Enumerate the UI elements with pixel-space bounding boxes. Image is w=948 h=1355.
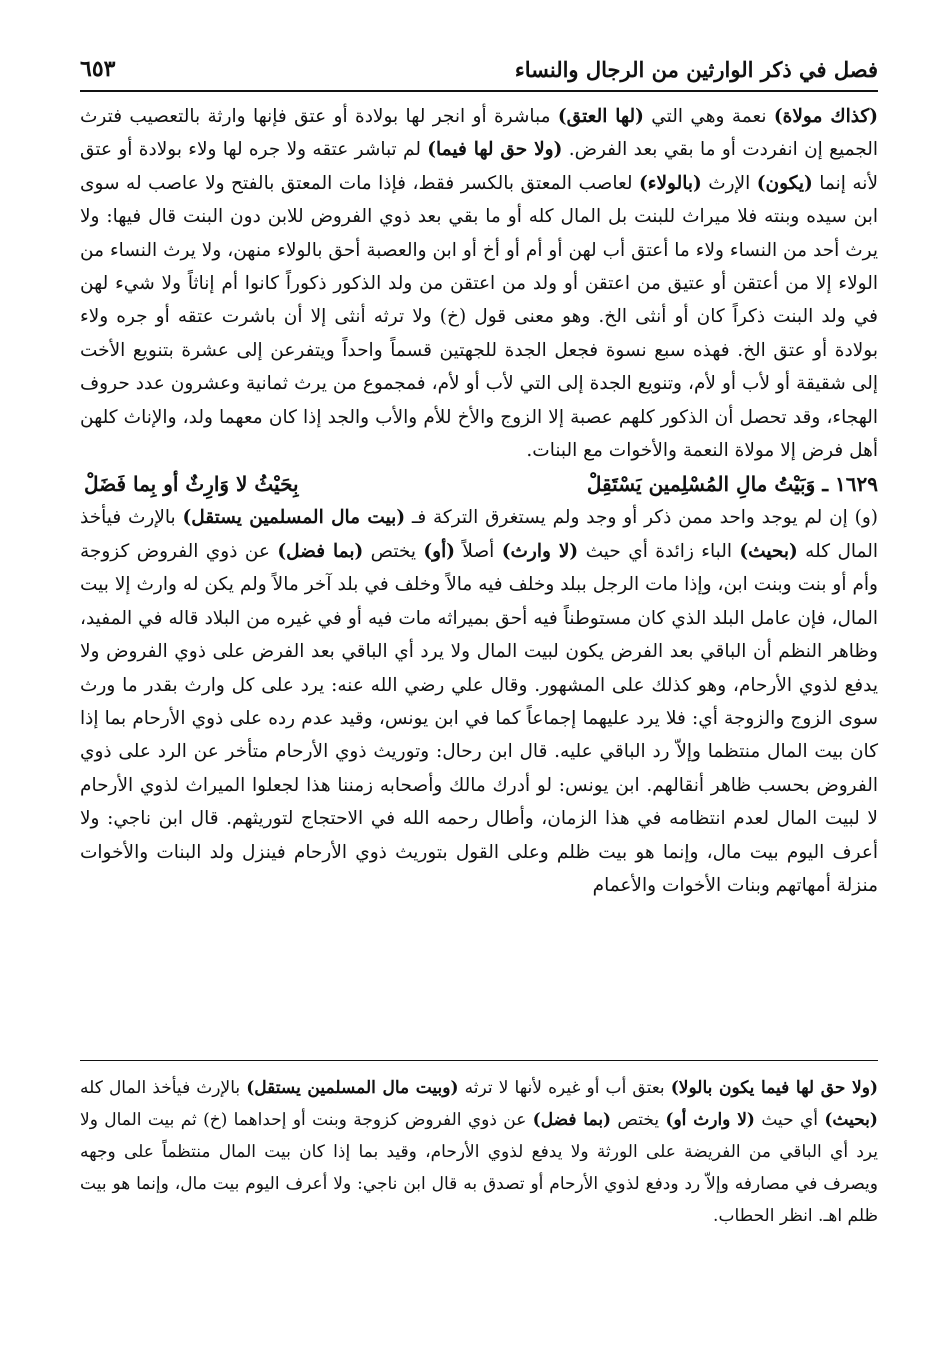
bold-term: (وبيت مال المسلمين يستقل) xyxy=(246,1078,459,1098)
page-header xyxy=(80,42,878,82)
bold-term: (يكون) xyxy=(756,172,813,194)
bold-term: (ولا حق لها فيما) xyxy=(427,139,563,161)
header-rule xyxy=(80,90,878,92)
bold-term: (ولا حق لها فيما يكون بالولا) xyxy=(670,1078,878,1098)
page-number: ٦٥٣ xyxy=(80,56,116,82)
text-run: يختص xyxy=(611,1110,666,1130)
bold-term: (بحيث) xyxy=(739,540,798,562)
bold-term: (بحيث) xyxy=(824,1110,878,1130)
text-run: بالإرث فيأخذ المال كله xyxy=(80,507,878,562)
verse-hemistich-2: بِحَيْثُ لا وَارِثٌ أو بِما فَضَلْ xyxy=(84,472,299,497)
commentary-paragraph-1 xyxy=(80,100,878,467)
text-run: نعمة وهي التي xyxy=(643,106,774,127)
bold-term: (لها العتق) xyxy=(557,106,644,127)
main-text xyxy=(80,100,878,896)
text-run: (و) إن لم يوجد واحد ممن ذكر أو وجد ولم يستغرق التركة فـ xyxy=(405,507,878,529)
text-run: بعتق أب أو غيره لأنها لا ترثه xyxy=(458,1078,671,1098)
text-run: عن ذوي الفروض كزوجة وبنت أو إحداهما (خ) ثم بيت المال ولا يرد أي الباقي من الفريضة على الورثة ولا يدفع لذوي الأرحام، وقيد بما إذا كان بيت المال منتظماً على وجهه ويصرف في مصارفه وإلاّ رد ودفع لذوي الأرحام أو تصدق به قال ابن ناجي: ولا أعرف اليوم بيت مال، وإنما هو بيت ظلم اهـ. انظر الحطاب. xyxy=(80,1110,878,1226)
footnote-rule xyxy=(80,1060,878,1061)
commentary-paragraph-2 xyxy=(80,501,878,902)
text-run: الإرث xyxy=(701,172,757,194)
text-run: لعاصب المعتق بالكسر فقط، فإذا مات المعتق بالفتح ولا عاصب له سوى ابن سيده وبنته فلا ميراث للبنت بل المال كله أو ما بقي بعد ذوي الفروض للابن دون البنت قال فيها: ولا يرث أحد من النساء ولاء ما أعتق أب لهن أو أم أو أخ أو ابن والعصبة أحق بالولاء منهن، ولا يرث النساء من الولاء إلا من أعتقن أو عتيق من اعتقن أو ولد من اعتقن من ولد الذكور ذكوراً كانوا أم إناثاً ولا شيء لهن في ولد البنت ذكراً كان أو أنثى الخ. وهو معنى قول (خ) ولا ترثه أنثى إلا أن باشرت عتقه أو جره ولاء بولادة أو عتق الخ. فهذه سبع نسوة فجعل الجدة للجهتين قسماً واحداً ويتفرعن إلى عشرة بتنويع الأخت إلى شقيقة أو لأب أو لأم، وتنويع الجدة إلى التي لأب أو لأم، فمجموع من يرث ثمانية وعشرون عدد حروف الهجاء، وقد تحصل أن الذكور كلهم عصبة إلا الزوج والأخ للأم والأب والجد إذا كان معهما ولد، والإناث كلهن أهل فرض إلا مولاة النعمة والأخوات مع البنات. xyxy=(80,172,878,462)
text-run: أي حيث xyxy=(754,1110,825,1130)
book-page xyxy=(80,30,878,1330)
footnote-section xyxy=(80,1072,878,1337)
bold-term: (بما فضل) xyxy=(532,1110,612,1130)
bold-term: (بما فضل) xyxy=(277,540,364,562)
footnote-paragraph xyxy=(80,1072,878,1232)
bold-term: (لا وارث أو) xyxy=(665,1110,755,1130)
bold-term: (كذاك مولاة) xyxy=(773,106,878,127)
bold-term: (أو) xyxy=(423,540,456,562)
text-run: يختص xyxy=(363,540,424,562)
text-run: مباشرة أو انجر لها بولادة أو عتق فإنها وارثة بالتعصيب فترث الجميع إن انفردت أو ما بقي بعد الفرض. xyxy=(80,106,878,161)
text-run: بالإرث فيأخذ المال كله xyxy=(80,1078,247,1098)
running-title: فصل في ذكر الوارثين من الرجال والنساء xyxy=(514,57,878,82)
text-run: الباء زائدة أي حيث xyxy=(578,540,740,562)
text-run: لم تباشر عتقه ولا جره لها ولاء بولادة أو عتق لأنه إنما xyxy=(80,139,878,194)
bold-term: (بيت مال المسلمين يستقل) xyxy=(182,507,406,529)
text-run: أصلاً xyxy=(455,540,502,562)
bold-term: (لا وارث) xyxy=(501,540,579,562)
text-run: عن ذوي الفروض كزوجة وأم أو بنت وبنت ابن، وإذا مات الرجل ببلد وخلف فيه مالاً وخلف في بلد آخر مالاً ولم يكن له وارث إلا بيت المال، فإن عامل البلد الذي كان مستوطناً فيه أحق بميراثه مات فيه أو في غيره من البلاد قاله في المفيد، وظاهر النظم أن الباقي بعد الفرض يكون لبيت المال ولا يرد أي الباقي بعد الفرض على ذوي الفروض ولا يدفع لذوي الأرحام، وهو كذلك على المشهور. وقال علي رضي الله عنه: يرد على كل وارث بقدر ما ورث سوى الزوج والزوجة أي: فلا يرد عليهما إجماعاً كما في ابن يونس، وقيد عدم رده على ذوي الأرحام بما إذا كان بيت المال منتظما وإلاّ رد الباقي عليه. قال ابن رحال: وتوريث ذوي الأرحام متأخر عن الرد على ذوي الفروض بحسب ظاهر أنقالهم. ابن يونس: لو أدرك مالك وأصحابه زمننا هذا لجعلوا الميراث لذوي الأرحام لا لبيت المال لعدم انتظامه في هذا الزمان، وأطال رحمه الله في الاحتجاج لتوريثهم. قال ابن ناجي: ولا أعرف اليوم بيت مال، وإنما هو بيت ظلم وعلى القول بتوريث ذوي الأرحام فينزل ولد البنات والأخوات منزلة أمهاتهم وبنات الأخوات والأعمام xyxy=(80,540,878,896)
poem-verse xyxy=(80,467,878,501)
bold-term: (بالولاء) xyxy=(639,172,702,194)
verse-hemistich-1: ١٦٢٩ ـ وَبَيْتُ مالِ المُسْلِمين يَسْتَقِلْ xyxy=(586,472,878,497)
